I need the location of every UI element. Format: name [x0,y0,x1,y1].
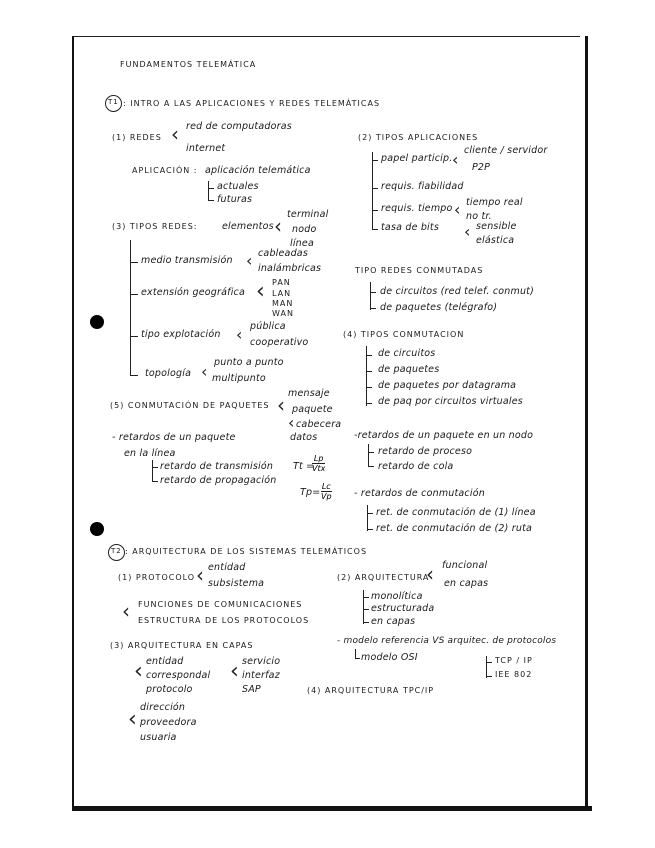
modelo-item-1: TCP / IP [495,656,533,665]
retardos-linea-label: - retardos de un paquete [112,432,236,443]
tcp-label: (4) ARQUITECTURA TPC/IP [307,686,435,695]
extension-item-2: LAN [272,289,292,298]
tp-fraction [321,482,332,501]
retardos-linea-tick-2 [152,481,158,482]
retardos-conm-item-2: ret. de conmutación de (2) ruta [376,523,533,534]
medio-item-2: inalámbricas [258,263,322,274]
tipos-aplic-tick-4 [372,229,378,230]
topologia-item-1: punto a punto [214,357,284,368]
capas-col2-item-1: servicio [242,656,281,667]
tiempo-label: requis. tiempo [381,203,453,214]
tipos-redes-tick-2 [130,294,138,295]
conmutadas-item-2: de paquetes (telégrafo) [380,302,498,313]
conmutadas-tick-2 [370,308,376,309]
tipos-conm-item-3: de paquetes por datagrama [378,380,517,391]
tipos-conm-item-1: de circuitos [378,348,436,359]
tiempo-brace: ‹ [454,200,461,219]
tipos-redes-tick-4 [130,375,138,376]
binder-hole-top [90,315,104,329]
redes-brace: ‹ [171,122,179,146]
funciones-item-2: ESTRUCTURA DE LOS PROTOCOLOS [138,616,310,625]
arquitectura-item-2: en capas [444,578,489,589]
modelo-label: - modelo referencia VS arquitec. de protocolos [337,636,557,646]
t2-heading: : ARQUITECTURA DE LOS SISTEMAS TELEMÁTICOS [125,547,368,556]
capas-label: (3) ARQUITECTURA EN CAPAS [110,641,254,650]
tipos-redes-tick-3 [130,336,138,337]
retardos-conm-bracket [367,505,368,531]
extension-item-3: MAN [272,299,294,308]
tipos-redes-bracket [130,240,131,376]
tt-formula: Tt = [293,461,315,472]
page-edge-right [585,36,588,808]
tt-fraction [312,454,325,473]
retardos-linea-item-1: retardo de transmisión [160,461,274,472]
conm-paquetes-label: (5) CONMUTACIÓN DE PAQUETES [110,401,270,410]
arquitectura-sub-tick-2 [363,609,369,610]
retardos-nodo-tick-1 [368,452,374,453]
medio-label: medio transmisión [141,255,233,266]
retardos-linea-label2: en la línea [124,448,176,459]
extension-label: extensión geográfica [141,287,245,298]
aplicacion-item-2: futuras [217,194,253,205]
page-edge-bottom [72,806,592,811]
funciones-item-1: FUNCIONES DE COMUNICACIONES [138,600,303,609]
papel-brace: ‹ [452,150,459,169]
tt-num: Lp [313,454,324,463]
modelo-item-2: IEE 802 [495,670,533,679]
arquitectura-sub-3: en capas [371,616,416,627]
capas-col2-item-2: interfaz [242,670,280,681]
modelo-tick [355,658,360,659]
tasa-brace: ‹ [464,222,471,241]
tipos-aplic-label: (2) TIPOS APLICACIONES [358,133,479,142]
tipos-aplic-tick-1 [372,160,378,161]
arquitectura-sub-tick-3 [363,622,369,623]
tasa-item-2: elástica [476,235,515,246]
tipos-conm-label: (4) TIPOS CONMUTACION [343,330,465,339]
protocolo-item-1: entidad [208,562,246,573]
elementos-item-1: terminal [287,209,329,220]
capas-col1-item-3: protocolo [146,684,193,695]
papel-item-1: cliente / servidor [464,145,548,156]
aplicacion-label: APLICACIÓN : [132,166,198,175]
extension-brace: ‹ [256,279,265,304]
arquitectura-sub-1: monolítica [371,591,423,602]
aplicacion-value: aplicación telemática [205,165,311,176]
conmutadas-bracket [370,282,371,310]
arquitectura-item-1: funcional [442,560,488,571]
conm-paquetes-item-2: paquete [292,404,333,415]
medio-brace: ‹ [246,251,253,270]
retardos-nodo-item-1: retardo de proceso [378,446,473,457]
topologia-brace: ‹ [201,362,208,381]
t1-badge: T1 [108,98,119,106]
explotacion-item-1: pública [250,321,286,332]
tasa-label: tasa de bits [381,222,439,233]
funciones-brace: ‹ [122,599,130,623]
t1-heading: : INTRO A LAS APLICACIONES Y REDES TELEMÁTICAS [123,99,381,108]
retardos-conm-tick-2 [367,529,373,530]
tiempo-item-1: tiempo real [466,197,523,208]
capas-col2-brace: ‹ [230,659,239,684]
capas-col3-item-1: dirección [140,702,186,713]
capas-col1-item-1: entidad [146,656,184,667]
modelo-items-tick-1 [486,662,492,663]
tipos-conm-item-4: de paq por circuitos virtuales [378,396,523,407]
extension-item-4: WAN [272,309,294,318]
retardos-linea-bracket [152,460,153,482]
tipos-conm-item-2: de paquetes [378,364,440,375]
modelo-items-tick-2 [486,676,492,677]
elementos-brace: ‹ [274,214,282,238]
conmutadas-label: TIPO REDES CONMUTADAS [355,266,484,275]
retardos-conm-tick-1 [367,513,373,514]
tipos-aplic-bracket [372,152,373,230]
explotacion-brace: ‹ [236,325,243,344]
arquitectura-sub-tick-1 [363,597,369,598]
tipos-conm-tick-3 [366,387,372,388]
capas-col3-brace: ‹ [128,707,137,732]
protocolo-brace: ‹ [196,563,204,587]
tt-den: Vtx [312,464,326,473]
arquitectura-sub-2: estructurada [371,603,435,614]
aplicacion-tick-1 [208,188,214,189]
retardos-nodo-bracket [368,444,369,466]
redes-item-1: red de computadoras [186,121,292,132]
tiempo-item-2: no tr. [466,211,492,222]
capas-col3-item-2: proveedora [140,717,197,728]
tp-num: Lc [321,482,331,491]
binder-hole-bottom [90,522,104,536]
tipos-conm-tick-1 [366,355,372,356]
paquete-brace: ‹ [288,413,295,432]
protocolo-label: (1) PROTOCOLO [118,573,196,582]
retardos-nodo-item-2: retardo de cola [378,461,454,472]
explotacion-label: tipo explotación [141,329,221,340]
retardos-nodo-label: -retardos de un paquete en un nodo [354,430,534,441]
conm-paquetes-brace: ‹ [277,393,285,417]
aplicacion-bracket [208,181,209,201]
extension-item-1: PAN [272,278,291,287]
retardos-linea-item-2: retardo de propagación [160,475,277,486]
tipos-redes-label: (3) TIPOS REDES: [112,222,198,231]
topologia-label: topología [145,368,192,379]
tipos-aplic-tick-3 [372,210,378,211]
aplicacion-item-1: actuales [217,181,259,192]
conmutadas-item-1: de circuitos (red telef. conmut) [380,286,534,297]
tp-den: Vp [321,492,332,501]
arquitectura-brace: ‹ [426,562,434,586]
tasa-item-1: sensible [476,221,517,232]
conmutadas-tick-1 [370,292,376,293]
topologia-item-2: multipunto [212,373,266,384]
arquitectura-sub-bracket [363,590,364,624]
document-title: FUNDAMENTOS TELEMÁTICA [120,60,257,69]
retardos-conm-label: - retardos de conmutación [354,488,485,499]
t2-badge: T2 [111,547,122,555]
explotacion-item-2: cooperativo [250,337,309,348]
modelo-osi: modelo OSI [361,652,418,663]
capas-col1-item-2: correspondal [146,670,211,681]
capas-col1-brace: ‹ [134,659,143,684]
arquitectura-label: (2) ARQUITECTURA [337,573,430,582]
medio-item-1: cableadas [258,248,308,259]
capas-col3-item-3: usuaria [140,732,177,743]
papel-label: papel particip. [381,153,453,164]
elementos-item-3: línea [290,238,314,249]
conm-paquetes-item-4: datos [290,432,318,443]
redes-label: (1) REDES [112,133,162,142]
fiabilidad-label: requis. fiabilidad [381,181,464,192]
modelo-items-bracket [486,656,487,678]
aplicacion-tick-2 [208,200,214,201]
conm-paquetes-item-3: cabecera [296,419,342,430]
redes-item-2: internet [186,143,226,154]
protocolo-item-2: subsistema [208,578,265,589]
tp-formula: Tp= [300,487,321,498]
tipos-conm-tick-4 [366,403,372,404]
capas-col2-item-3: SAP [242,684,261,695]
retardos-linea-tick-1 [152,467,158,468]
tipos-redes-tick-1 [130,262,138,263]
elementos-label: elementos [222,221,274,232]
conm-paquetes-item-1: mensaje [288,388,330,399]
tipos-conm-tick-2 [366,371,372,372]
papel-item-2: P2P [472,162,491,173]
elementos-item-2: nodo [292,224,317,235]
retardos-nodo-tick-2 [368,466,374,467]
retardos-conm-item-1: ret. de conmutación de (1) línea [376,507,536,518]
tipos-aplic-tick-2 [372,188,378,189]
